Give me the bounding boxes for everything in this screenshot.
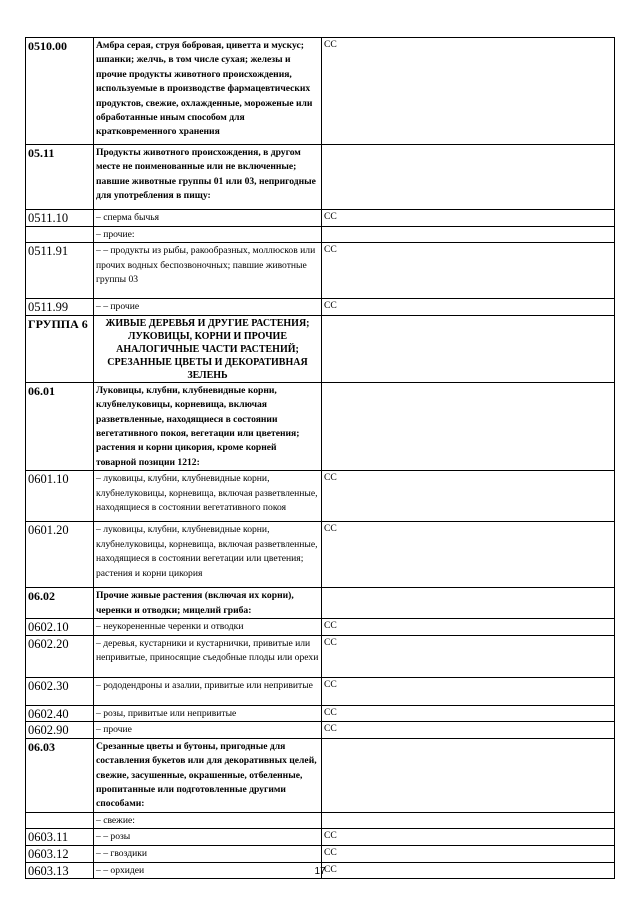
certification-cell: [322, 588, 615, 619]
certification-cell: СС: [322, 722, 615, 739]
code-cell: 0601.20: [26, 522, 94, 588]
description-cell: – луковицы, клубни, клубневидные корни, клубнелуковицы, корневища, включая разветвленные, находящиеся в состоянии вегетации или цветения; растения и корни цикория: [94, 522, 322, 588]
description-cell: – – орхидеи: [94, 862, 322, 879]
description-cell: – неукорененные черенки и отводки: [94, 619, 322, 636]
code-cell: 0602.10: [26, 619, 94, 636]
table-row: [26, 738, 615, 812]
certification-cell: СС: [322, 846, 615, 863]
table-row: [26, 315, 615, 382]
table-row: [26, 210, 615, 227]
table-row: [26, 812, 615, 829]
table-row: [26, 588, 615, 619]
table-row: [26, 635, 615, 677]
table-row: [26, 299, 615, 316]
code-cell: 06.03: [26, 738, 94, 812]
code-cell: 0511.10: [26, 210, 94, 227]
certification-cell: [322, 738, 615, 812]
certification-cell: СС: [322, 243, 615, 299]
certification-cell: [322, 226, 615, 243]
certification-cell: СС: [322, 210, 615, 227]
code-cell: 06.02: [26, 588, 94, 619]
code-cell: 05.11: [26, 145, 94, 210]
description-cell: – – розы: [94, 829, 322, 846]
code-cell: 0511.91: [26, 243, 94, 299]
description-cell: Продукты животного происхождения, в другом месте не поименованные или не включенные; павшие животные группы 01 или 03, непригодные для употребления в пищу:: [94, 145, 322, 210]
description-cell: – рододендроны и азалии, привитые или непривитые: [94, 677, 322, 705]
description-cell: – свежие:: [94, 812, 322, 829]
certification-cell: [322, 812, 615, 829]
code-cell: 0603.13: [26, 862, 94, 879]
code-cell: 0601.10: [26, 471, 94, 522]
certification-cell: СС: [322, 677, 615, 705]
certification-cell: СС: [322, 829, 615, 846]
code-cell: 06.01: [26, 382, 94, 470]
description-cell: – розы, привитые или непривитые: [94, 705, 322, 722]
certification-cell: СС: [322, 635, 615, 677]
code-cell: 0510.00: [26, 38, 94, 145]
group-code-cell: ГРУППА 6: [26, 315, 94, 382]
code-cell: 0511.99: [26, 299, 94, 316]
description-cell: – луковицы, клубни, клубневидные корни, клубнелуковицы, корневища, включая разветвленные, находящиеся в состоянии вегетативного покоя: [94, 471, 322, 522]
description-cell: – сперма бычья: [94, 210, 322, 227]
code-cell: 0603.11: [26, 829, 94, 846]
table-row: [26, 829, 615, 846]
table-row: [26, 705, 615, 722]
table-row: [26, 471, 615, 522]
group-title-cell: ЖИВЫЕ ДЕРЕВЬЯ И ДРУГИЕ РАСТЕНИЯ; ЛУКОВИЦЫ, КОРНИ И ПРОЧИЕ АНАЛОГИЧНЫЕ ЧАСТИ РАСТЕНИЙ; СРЕЗАННЫЕ ЦВЕТЫ И ДЕКОРАТИВНАЯ ЗЕЛЕНЬ: [94, 315, 322, 382]
description-cell: Прочие живые растения (включая их корни), черенки и отводки; мицелий гриба:: [94, 588, 322, 619]
certification-cell: СС: [322, 522, 615, 588]
table-row: [26, 145, 615, 210]
certification-cell: [322, 145, 615, 210]
code-cell: 0602.20: [26, 635, 94, 677]
code-cell: 0603.12: [26, 846, 94, 863]
description-cell: – – продукты из рыбы, ракообразных, моллюсков или прочих водных беспозвоночных; павшие животные группы 03: [94, 243, 322, 299]
description-cell: Срезанные цветы и бутоны, пригодные для составления букетов или для декоративных целей, свежие, засушенные, окрашенные, отбеленные, пропитанные или подготовленные другими способами:: [94, 738, 322, 812]
certification-cell: СС: [322, 862, 615, 879]
table-row: [26, 382, 615, 470]
table-row: [26, 722, 615, 739]
table-row: [26, 243, 615, 299]
description-cell: – прочие: [94, 722, 322, 739]
page-number: 17: [314, 866, 326, 877]
description-cell: – деревья, кустарники и кустарнички, привитые или непривитые, приносящие съедобные плоды или орехи: [94, 635, 322, 677]
certification-cell: СС: [322, 38, 615, 145]
tnved-code-table: [25, 37, 615, 879]
table-row: [26, 677, 615, 705]
description-cell: – прочие:: [94, 226, 322, 243]
table-row: [26, 619, 615, 636]
code-cell: 0602.40: [26, 705, 94, 722]
table-row: [26, 226, 615, 243]
certification-cell: СС: [322, 299, 615, 316]
description-cell: – – прочие: [94, 299, 322, 316]
certification-cell: СС: [322, 619, 615, 636]
table-row: [26, 38, 615, 145]
code-cell: 0602.90: [26, 722, 94, 739]
table-row: [26, 522, 615, 588]
certification-cell: СС: [322, 471, 615, 522]
code-cell: [26, 226, 94, 243]
certification-cell: [322, 382, 615, 470]
code-cell: [26, 812, 94, 829]
certification-cell: СС: [322, 705, 615, 722]
description-cell: Амбра серая, струя бобровая, циветта и мускус; шпанки; желчь, в том числе сухая; железы и прочие продукты животного происхождения, используемые в производстве фармацевтических продуктов, свежие, охлажденные, мороженые или обработанные иным способом для кратковременного хранения: [94, 38, 322, 145]
code-cell: 0602.30: [26, 677, 94, 705]
certification-cell: [322, 315, 615, 382]
table-row: [26, 846, 615, 863]
description-cell: – – гвоздики: [94, 846, 322, 863]
description-cell: Луковицы, клубни, клубневидные корни, клубнелуковицы, корневища, включая разветвленные, находящиеся в состоянии вегетативного покоя, вегетации или цветения; растения и корни цикория, кроме корней товарной позиции 1212:: [94, 382, 322, 470]
